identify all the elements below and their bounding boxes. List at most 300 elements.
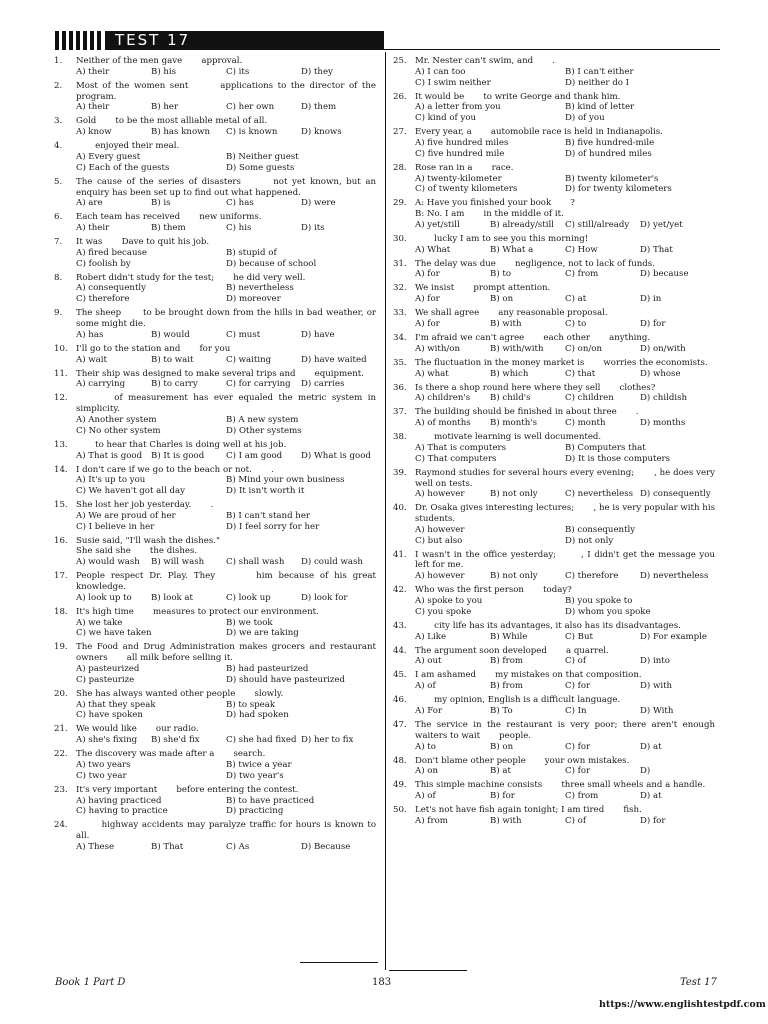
answer-option[interactable]: C) has	[226, 198, 254, 209]
answer-options	[76, 735, 376, 746]
answer-option[interactable]: C) having to practice	[76, 806, 168, 817]
answer-option[interactable]: D) whose	[640, 368, 681, 379]
answer-option[interactable]: A) children's	[415, 393, 471, 404]
answer-option[interactable]: C) We haven't got all day	[76, 486, 185, 497]
answer-option[interactable]: B) To	[490, 705, 513, 716]
answer-option[interactable]: D) carries	[301, 379, 345, 390]
answer-option[interactable]: B) That	[151, 841, 184, 852]
answer-option[interactable]: A) fired because	[76, 247, 148, 258]
question-number: 30.	[393, 233, 407, 244]
answer-option[interactable]: A) we take	[76, 617, 123, 628]
question-item	[54, 820, 379, 852]
question-number: 14.	[54, 464, 68, 475]
question-item	[54, 500, 376, 532]
answer-option[interactable]: D) should have pasteurized	[226, 674, 346, 685]
answer-option[interactable]: C) therefore	[76, 294, 130, 305]
answer-option[interactable]: D) have waited	[301, 354, 367, 365]
answer-option[interactable]: A) Every guest	[76, 151, 141, 162]
answer-option[interactable]: A) two years	[76, 759, 131, 770]
answer-option[interactable]: C) therefore	[565, 571, 619, 582]
question-stem: The argument soon developed a quarrel.	[415, 645, 609, 656]
answer-option[interactable]: B) would	[151, 329, 190, 340]
answer-option[interactable]: B) While	[490, 631, 528, 642]
question-number: 36.	[393, 382, 407, 393]
question-number: 9.	[54, 308, 63, 319]
question-number: 24.	[54, 820, 68, 831]
footer-test-label: Test 17	[680, 977, 717, 988]
question-stem: Rose ran in a race.	[415, 162, 514, 173]
answer-option[interactable]: C) waiting	[226, 354, 272, 365]
answer-option[interactable]: B) stupid of	[226, 247, 277, 258]
answer-option[interactable]: A) for	[415, 294, 440, 305]
answer-option[interactable]: A) carrying	[76, 379, 126, 390]
answer-option[interactable]: C) I swim neither	[415, 77, 491, 88]
answer-option[interactable]: A) however	[415, 489, 465, 500]
answer-options	[415, 443, 715, 465]
question-stem: The cause of the series of disasters not yet known, but an enquiry has been set up to find out what happened.	[76, 176, 379, 198]
answer-option[interactable]: A) yet/still	[415, 219, 460, 230]
answer-option[interactable]: B) has known	[151, 127, 211, 138]
question-number: 21.	[54, 724, 68, 735]
answer-options	[76, 700, 376, 722]
answer-option[interactable]: D) have	[301, 329, 335, 340]
answer-option[interactable]: B) her	[151, 102, 179, 113]
answer-option[interactable]: A) That is good	[76, 450, 143, 461]
answer-option[interactable]: C) from	[565, 791, 599, 802]
question-item	[54, 369, 376, 391]
answer-option[interactable]: D) nevertheless	[640, 571, 709, 582]
answer-option[interactable]: A) pasteurized	[76, 664, 140, 675]
answer-option[interactable]: D) they	[301, 66, 333, 77]
answer-option[interactable]: B) from	[490, 656, 524, 667]
answer-option[interactable]: B) with/with	[490, 343, 544, 354]
answer-option[interactable]: B) from	[490, 681, 524, 692]
right-question-column	[393, 56, 718, 830]
answer-option[interactable]: C) her own	[226, 102, 275, 113]
answer-option[interactable]: D) could wash	[301, 557, 363, 568]
answer-options	[415, 102, 715, 124]
question-number: 20.	[54, 688, 68, 699]
answer-option[interactable]: C) for carrying	[226, 379, 291, 390]
answer-option[interactable]: C) foolish by	[76, 258, 131, 269]
answer-option[interactable]: D) look for	[301, 592, 348, 603]
answer-option[interactable]: D) neither do I	[565, 77, 630, 88]
answer-option[interactable]: A) she's fixing	[76, 735, 138, 746]
question-item	[393, 549, 718, 582]
question-item	[54, 724, 376, 746]
answer-option[interactable]: B) with	[490, 815, 522, 826]
answer-option[interactable]: D) Other systems	[226, 425, 302, 436]
answer-option[interactable]: A) look up to	[76, 592, 132, 603]
footer-book-label: Book 1 Part D	[55, 977, 126, 988]
question-item	[393, 333, 715, 355]
question-stem: Raymond studies for several hours every evening; , he does very well on tests.	[415, 467, 718, 489]
answer-option[interactable]: D) For example	[640, 631, 708, 642]
answer-option[interactable]: A) to	[415, 741, 436, 752]
answer-option[interactable]: B) I can't either	[565, 66, 634, 77]
question-number: 38.	[393, 432, 407, 443]
answer-option[interactable]: D) at	[640, 791, 662, 802]
answer-option[interactable]: A) has	[76, 329, 104, 340]
answer-option[interactable]: D) its	[301, 223, 325, 234]
answer-option[interactable]: D) It is those computers	[565, 453, 671, 464]
answer-option[interactable]: D) because of school	[226, 258, 317, 269]
answer-options	[76, 511, 376, 533]
answer-options	[76, 152, 376, 174]
answer-option[interactable]: B) will wash	[151, 557, 205, 568]
answer-option[interactable]: C) still/already	[565, 219, 630, 230]
question-number: 49.	[393, 780, 407, 791]
answer-option[interactable]: B) already/still	[490, 219, 554, 230]
answer-options	[415, 138, 715, 160]
answer-option[interactable]: B) Mind your own business	[226, 475, 345, 486]
question-item	[54, 785, 376, 817]
answer-option[interactable]: C) she had fixed	[226, 735, 297, 746]
answer-options	[76, 283, 376, 305]
answer-option[interactable]: B) month's	[490, 418, 538, 429]
answer-option[interactable]: B) It is good	[151, 450, 205, 461]
answer-options	[415, 393, 715, 404]
answer-option[interactable]: B) look at	[151, 592, 194, 603]
answer-option[interactable]: A) of months	[415, 418, 471, 429]
question-number: 46.	[393, 695, 407, 706]
answer-option[interactable]: C) of	[565, 656, 587, 667]
answer-option[interactable]: B) twenty kilometer's	[565, 173, 659, 184]
answer-option[interactable]: B) to have practiced	[226, 795, 315, 806]
answer-option[interactable]: C) But	[565, 631, 593, 642]
answer-option[interactable]: D) practicing	[226, 806, 284, 817]
answer-option[interactable]: D) Some guests	[226, 162, 295, 173]
answer-option[interactable]: D) yet/yet	[640, 219, 683, 230]
answer-options	[415, 319, 715, 330]
answer-option[interactable]: C) two year	[76, 770, 127, 781]
answer-option[interactable]: D) for	[640, 319, 666, 330]
answer-option[interactable]: D) Because	[301, 841, 351, 852]
answer-option[interactable]: C) its	[226, 66, 250, 77]
answer-options	[415, 245, 715, 256]
question-item	[54, 344, 376, 366]
answer-option[interactable]: C) nevertheless	[565, 489, 634, 500]
question-item	[393, 780, 715, 802]
answer-option[interactable]: C) from	[565, 269, 599, 280]
answer-option[interactable]: B) Computers that	[565, 442, 646, 453]
question-stem: I am ashamed my mistakes on that composition.	[415, 670, 642, 681]
answer-options	[415, 656, 715, 667]
answer-option[interactable]: C) that	[565, 368, 596, 379]
answer-option[interactable]: B) Neither guest	[226, 151, 299, 162]
answer-option[interactable]: B) A new system	[226, 414, 299, 425]
answer-option[interactable]: C) for	[565, 681, 591, 692]
answer-option[interactable]: A) out	[415, 656, 442, 667]
answer-option[interactable]: A) their	[76, 66, 110, 77]
answer-option[interactable]: D) knows	[301, 127, 342, 138]
answer-option[interactable]: A) Another system	[76, 414, 157, 425]
answer-option[interactable]: D) of hundred miles	[565, 148, 652, 159]
answer-option[interactable]: D) of you	[565, 113, 605, 124]
answer-option[interactable]: D) for twenty kilometers	[565, 184, 672, 195]
answer-option[interactable]: A) are	[76, 198, 103, 209]
answer-option[interactable]: C) As	[226, 841, 250, 852]
answer-option[interactable]: C) kind of you	[415, 113, 477, 124]
question-stem: I don't care if we go to the beach or not. .	[76, 464, 274, 475]
website-url[interactable]: https://www.englishtestpdf.com	[599, 999, 766, 1010]
answer-option[interactable]: B) twice a year	[226, 759, 292, 770]
question-number: 16.	[54, 535, 68, 546]
answer-option[interactable]: B) with	[490, 319, 522, 330]
answer-option[interactable]: D) with	[640, 681, 673, 692]
answer-option[interactable]: C) for	[565, 766, 591, 777]
answer-option[interactable]: C) must	[226, 329, 261, 340]
answer-option[interactable]: D) What is good	[301, 450, 371, 461]
question-item	[393, 695, 715, 717]
answer-option[interactable]: B) on	[490, 741, 514, 752]
answer-option[interactable]: B) on	[490, 294, 514, 305]
answer-option[interactable]: D) her to fix	[301, 735, 354, 746]
question-item	[54, 393, 379, 436]
question-item	[393, 92, 715, 124]
answer-option[interactable]: C) How	[565, 244, 598, 255]
answer-option[interactable]: D) because	[640, 269, 689, 280]
answer-option[interactable]: C) That computers	[415, 453, 497, 464]
answer-option[interactable]: B) is	[151, 198, 171, 209]
answer-option[interactable]: A) I can too	[415, 66, 466, 77]
answer-option[interactable]: A) Like	[415, 631, 447, 642]
answer-option[interactable]: A) would wash	[76, 557, 140, 568]
answer-option[interactable]: B) his	[151, 66, 177, 77]
answer-option[interactable]: B) to carry	[151, 379, 198, 390]
answer-option[interactable]: D) two year's	[226, 770, 284, 781]
question-stem: Let's not have fish again tonight; I am tired fish.	[415, 805, 642, 816]
answer-option[interactable]: B) you spoke to	[565, 596, 633, 607]
answer-option[interactable]: C) on/on	[565, 343, 602, 354]
question-stem: Their ship was designed to make several trips and equipment.	[76, 368, 364, 379]
answer-option[interactable]: C) look up	[226, 592, 271, 603]
answer-options	[415, 294, 715, 305]
answer-option[interactable]: A) What	[415, 244, 451, 255]
answer-option[interactable]: D) childish	[640, 393, 688, 404]
answer-option[interactable]: D) I feel sorry for her	[226, 521, 320, 532]
question-item	[54, 642, 379, 685]
answer-option[interactable]: D) we are taking	[226, 628, 299, 639]
answer-option[interactable]: A) however	[415, 524, 465, 535]
question-item	[54, 308, 379, 340]
question-stem: lucky I am to see you this morning!	[415, 233, 589, 244]
question-number: 45.	[393, 670, 407, 681]
question-stem: It's high time measures to protect our environment.	[76, 606, 319, 617]
answer-option[interactable]: B) I can't stand her	[226, 510, 311, 521]
answer-option[interactable]: C) In	[565, 705, 587, 716]
answer-options	[415, 525, 715, 547]
answer-option[interactable]: A) It's up to you	[76, 475, 146, 486]
question-item	[54, 749, 376, 781]
answer-option[interactable]: A) We are proud of her	[76, 510, 176, 521]
answer-option[interactable]: C) for	[565, 741, 591, 752]
question-stem: my opinion, English is a difficult language.	[415, 695, 621, 706]
answer-option[interactable]: C) of twenty kilometers	[415, 184, 518, 195]
test-title: TEST 17	[105, 31, 384, 50]
answer-option[interactable]: B) kind of letter	[565, 102, 635, 113]
question-stem: Every year, a automobile race is held in Indianapolis.	[415, 127, 663, 138]
answer-options	[76, 593, 376, 604]
question-item	[393, 503, 718, 546]
answer-option[interactable]: C) children	[565, 393, 614, 404]
answer-option[interactable]: D) moreover	[226, 294, 281, 305]
answer-options	[76, 664, 376, 686]
answer-option[interactable]: B) not only	[490, 571, 538, 582]
answer-options	[76, 248, 376, 270]
question-number: 48.	[393, 755, 407, 766]
answer-options	[76, 415, 376, 437]
answer-option[interactable]: D) them	[301, 102, 337, 113]
answer-option[interactable]: C) five hundred mile	[415, 148, 505, 159]
question-stem: Susie said, "I'll wash the dishes." She said she the dishes.	[76, 535, 220, 557]
answer-option[interactable]: A) wait	[76, 354, 107, 365]
answer-option[interactable]: C) month	[565, 418, 606, 429]
answer-option[interactable]: D) into	[640, 656, 670, 667]
answer-options	[76, 330, 376, 341]
question-number: 25.	[393, 56, 407, 66]
question-number: 26.	[393, 91, 407, 102]
question-item	[54, 607, 376, 639]
answer-option[interactable]: C) pasteurize	[76, 674, 135, 685]
answer-option[interactable]: A) of	[415, 681, 436, 692]
answer-option[interactable]: D) not only	[565, 535, 614, 546]
footer-page-number: 183	[372, 977, 392, 988]
question-item	[393, 719, 718, 752]
answer-option[interactable]: C) I am good	[226, 450, 283, 461]
answer-option[interactable]: B) nevertheless	[226, 283, 294, 294]
answer-option[interactable]: B) at	[490, 766, 511, 777]
answer-option[interactable]: C) have spoken	[76, 710, 143, 721]
question-stem: Who was the first person today?	[415, 585, 572, 596]
answer-option[interactable]: B) What a	[490, 244, 534, 255]
answer-option[interactable]: B) had pasteurized	[226, 664, 309, 675]
answer-option[interactable]: A) five hundred miles	[415, 137, 509, 148]
answer-option[interactable]: D) That	[640, 244, 673, 255]
question-stem: We would like our radio.	[76, 724, 199, 735]
answer-option[interactable]: B) to wait	[151, 354, 194, 365]
answer-options	[415, 489, 715, 500]
answer-option[interactable]: B) consequently	[565, 524, 636, 535]
question-stem: Neither of the men gave approval.	[76, 56, 243, 66]
question-number: 8.	[54, 272, 63, 283]
answer-option[interactable]: D) had spoken	[226, 710, 289, 721]
answer-option[interactable]: A) know	[76, 127, 112, 138]
answer-option[interactable]: C) to	[565, 319, 587, 330]
answer-option[interactable]: C) but also	[415, 535, 463, 546]
answer-option[interactable]: A) spoke to you	[415, 596, 483, 607]
answer-option[interactable]: C) you spoke	[415, 606, 472, 617]
answer-option[interactable]: D) on/with	[640, 343, 686, 354]
answer-option[interactable]: D) With	[640, 705, 674, 716]
answer-option[interactable]: C) his	[226, 223, 252, 234]
answer-option[interactable]: D) consequently	[640, 489, 711, 500]
answer-option[interactable]: A) a letter from you	[415, 102, 501, 113]
question-number: 1.	[54, 56, 63, 66]
answer-option[interactable]: A) from	[415, 815, 448, 826]
question-stem: Dr. Osaka gives interesting lectures; , he is very popular with his students.	[415, 503, 718, 525]
answer-option[interactable]: A) twenty-kilometer	[415, 173, 502, 184]
question-item	[393, 432, 715, 464]
answer-option[interactable]: C) No other system	[76, 425, 161, 436]
question-item	[393, 467, 718, 500]
answer-option[interactable]: A) their	[76, 102, 110, 113]
question-stem: The fluctuation in the money market is worries the economists.	[415, 357, 708, 368]
question-item	[54, 689, 376, 721]
answer-options	[415, 369, 715, 380]
answer-options	[415, 632, 715, 643]
answer-option[interactable]: D) whom you spoke	[565, 606, 651, 617]
question-number: 39.	[393, 467, 407, 478]
question-number: 35.	[393, 357, 407, 368]
answer-options	[415, 681, 715, 692]
answer-option[interactable]: B) she'd fix	[151, 735, 200, 746]
question-item	[393, 259, 715, 281]
answer-option[interactable]: A) of	[415, 791, 436, 802]
answer-option[interactable]: B) for	[490, 791, 515, 802]
answer-option[interactable]: A) for	[415, 269, 440, 280]
answer-option[interactable]: A) however	[415, 571, 465, 582]
question-item	[54, 176, 379, 209]
answer-option[interactable]: C) Each of the guests	[76, 162, 170, 173]
answer-option[interactable]: D) It isn't worth it	[226, 486, 305, 497]
answer-option[interactable]: A) that they speak	[76, 699, 156, 710]
answer-option[interactable]: D) were	[301, 198, 336, 209]
answer-option[interactable]: B) five hundred-mile	[565, 137, 655, 148]
answer-option[interactable]: A) consequently	[76, 283, 147, 294]
answer-option[interactable]: B) them	[151, 223, 186, 234]
answer-option[interactable]: B) to	[490, 269, 512, 280]
answer-option[interactable]: A) what	[415, 368, 449, 379]
question-stem: The Food and Drug Administration makes grocers and restaurant owners all milk before selling it.	[76, 642, 379, 664]
question-stem: Mr. Nester can't swim, and .	[415, 56, 555, 66]
answer-option[interactable]: A) on	[415, 766, 438, 777]
answer-option[interactable]: C) I believe in her	[76, 521, 155, 532]
answer-option[interactable]: B) not only	[490, 489, 538, 500]
answer-option[interactable]: D) at	[640, 741, 662, 752]
answer-option[interactable]: D)	[640, 766, 651, 777]
answer-option[interactable]: B) which	[490, 368, 529, 379]
answer-option[interactable]: D) in	[640, 294, 662, 305]
question-item	[393, 56, 715, 88]
answer-option[interactable]: C) of	[565, 815, 587, 826]
question-item	[54, 141, 376, 173]
question-number: 3.	[54, 116, 63, 127]
answer-options	[415, 706, 715, 717]
answer-option[interactable]: C) is known	[226, 127, 278, 138]
answer-option[interactable]: A) for	[415, 319, 440, 330]
question-stem: I'm afraid we can't agree each other anything.	[415, 333, 651, 344]
question-stem: city life has its advantages, it also has its disadvantages.	[415, 620, 681, 631]
question-stem: Don't blame other people your own mistakes.	[415, 755, 630, 766]
answer-option[interactable]: A) For	[415, 705, 443, 716]
answer-option[interactable]: A) That is computers	[415, 442, 506, 453]
answer-option[interactable]: A) having practiced	[76, 795, 162, 806]
answer-option[interactable]: A) their	[76, 223, 110, 234]
answer-option[interactable]: A) These	[76, 841, 115, 852]
answer-option[interactable]: C) shall wash	[226, 557, 285, 568]
answer-option[interactable]: A) with/on	[415, 343, 460, 354]
question-item	[393, 308, 715, 330]
answer-option[interactable]: D) for	[640, 815, 666, 826]
answer-option[interactable]: C) we have taken	[76, 628, 152, 639]
answer-option[interactable]: C) at	[565, 294, 587, 305]
answer-options	[76, 557, 376, 568]
answer-option[interactable]: B) child's	[490, 393, 531, 404]
answer-option[interactable]: B) to speak	[226, 699, 276, 710]
answer-option[interactable]: B) we took	[226, 617, 273, 628]
answer-option[interactable]: D) months	[640, 418, 686, 429]
